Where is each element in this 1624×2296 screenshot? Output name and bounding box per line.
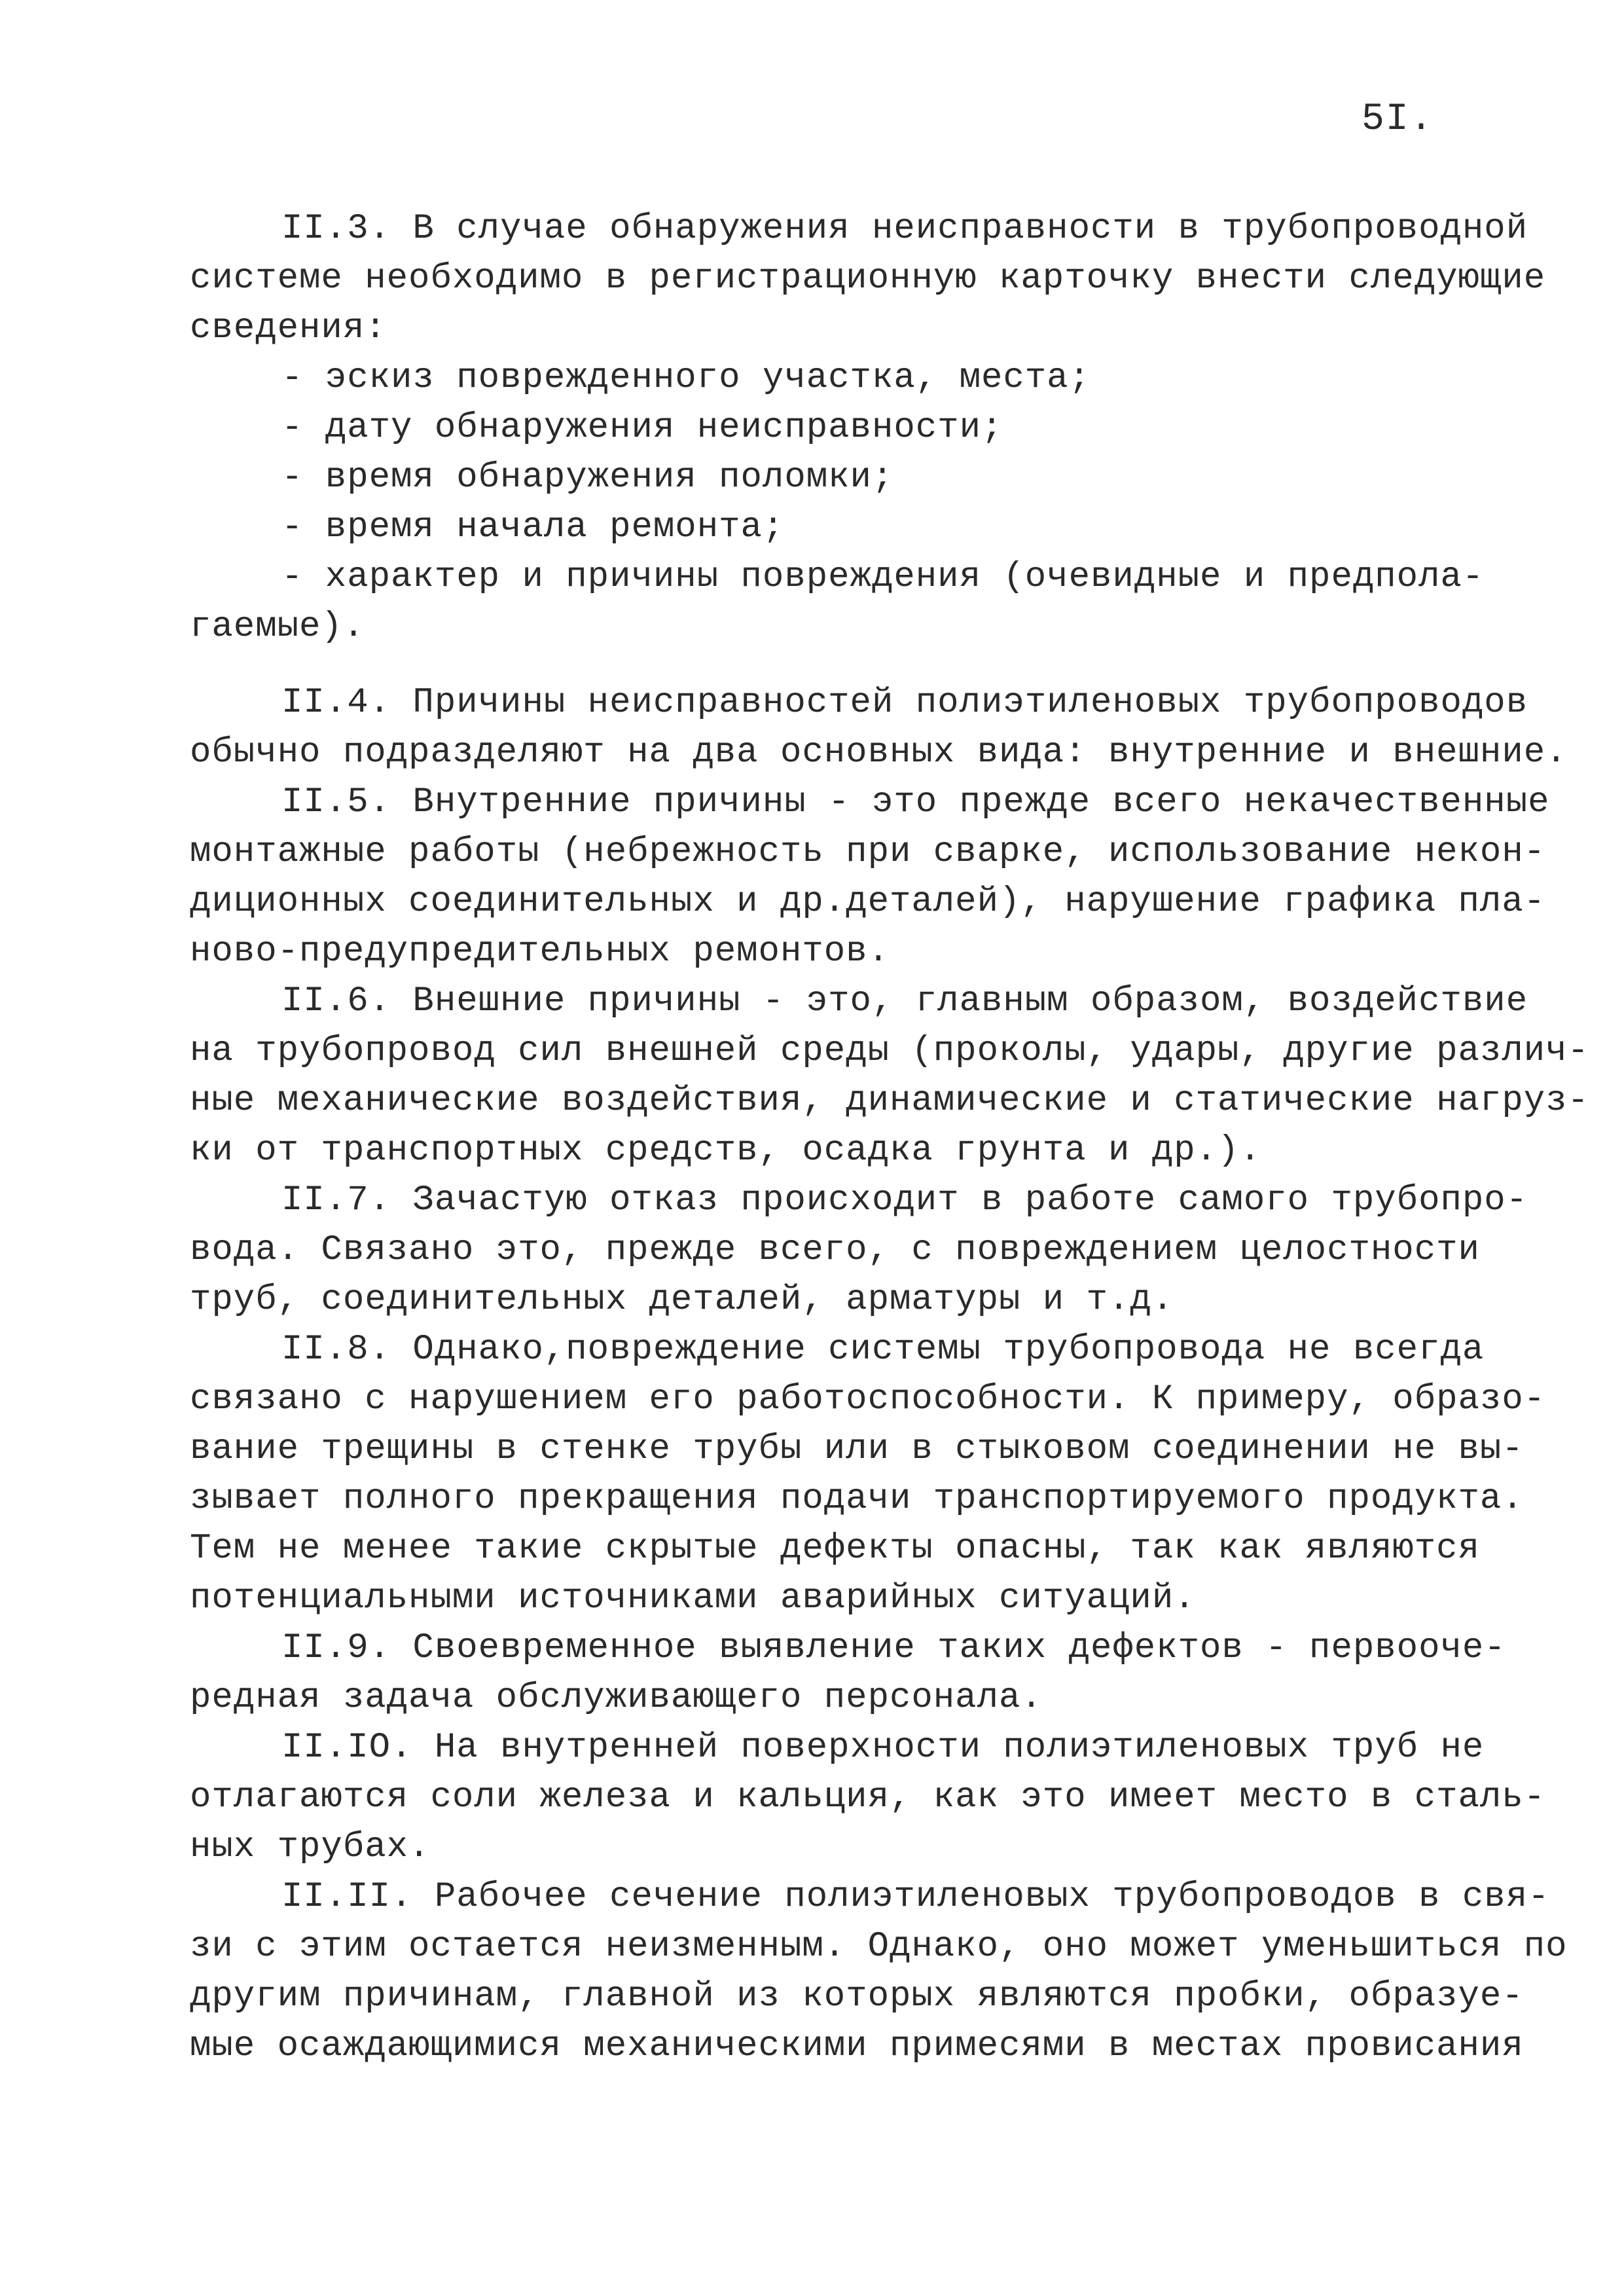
list-item: - дату обнаружения неисправности;: [281, 408, 1003, 448]
text-line: II.3. В случае обнаружения неисправности в трубопроводной: [281, 209, 1528, 249]
list-item: - время начала ремонта;: [281, 507, 785, 547]
text-line: монтажные работы (небрежность при сварке, использование некон-: [190, 832, 1546, 872]
text-line: потенциальными источниками аварийных ситуаций.: [190, 1578, 1196, 1618]
page-number: 5I.: [1362, 98, 1434, 141]
text-line: на трубопровод сил внешней среды (проколы, удары, другие различ-: [190, 1031, 1589, 1071]
text-line: ки от транспортных средств, осадка грунта и др.).: [190, 1131, 1261, 1171]
text-line: другим причинам, главной из которых являются пробки, образуе-: [190, 1977, 1524, 2016]
text-line: отлагаются соли железа и кальция, как это имеет место в сталь-: [190, 1777, 1546, 1817]
text-line: Тем не менее такие скрытые дефекты опасны, так как являются: [190, 1529, 1480, 1569]
text-line: зи с этим остается неизменным. Однако, оно может уменьшиться по: [190, 1927, 1568, 1967]
text-line: вание трещины в стенке трубы или в стыковом соединении не вы-: [190, 1429, 1524, 1469]
text-line: зывает полного прекращения подачи транспортируемого продукта.: [190, 1479, 1524, 1519]
text-line: обычно подразделяют на два основных вида: внутренние и внешние.: [190, 733, 1568, 773]
text-line: сведения:: [190, 308, 387, 348]
text-line: диционных соединительных и др.деталей), нарушение графика пла-: [190, 882, 1546, 922]
text-line: системе необходимо в регистрационную карточку внести следующие: [190, 259, 1546, 299]
text-line: II.II. Рабочее сечение полиэтиленовых трубопроводов в свя-: [281, 1877, 1550, 1917]
body-text: [190, 204, 1589, 2071]
text-line: связано с нарушением его работоспособности. К примеру, образо-: [190, 1379, 1546, 1419]
text-line: II.6. Внешние причины - это, главным образом, воздействие: [281, 981, 1528, 1021]
text-line: II.9. Своевременное выявление таких дефектов - первооче-: [281, 1628, 1506, 1668]
list-item: - эскиз поврежденного участка, места;: [281, 358, 1091, 398]
list-item: - время обнаружения поломки;: [281, 458, 894, 498]
text-line: II.IO. На внутренней поверхности полиэтиленовых труб не: [281, 1728, 1485, 1768]
text-line: II.5. Внутренние причины - это прежде всего некачественные: [281, 782, 1550, 822]
list-item: - характер и причины повреждения (очевидные и предпола-: [281, 557, 1485, 597]
text-line: II.4. Причины неисправностей полиэтиленовых трубопроводов: [281, 683, 1528, 723]
text-line: ных трубах.: [190, 1827, 431, 1867]
text-line: гаемые).: [190, 607, 365, 647]
text-line: вода. Связано это, прежде всего, с повреждением целостности: [190, 1230, 1480, 1270]
text-line: II.7. Зачастую отказ происходит в работе самого трубопро-: [281, 1180, 1528, 1220]
text-line: ново-предупредительных ремонтов.: [190, 932, 890, 972]
paragraph-gap: [190, 652, 1499, 678]
text-line: II.8. Однако,повреждение системы трубопровода не всегда: [281, 1330, 1485, 1370]
text-line: труб, соединительных деталей, арматуры и т.д.: [190, 1280, 1174, 1320]
text-line: мые осаждающимися механическими примесями в местах провисания: [190, 2026, 1524, 2066]
text-line: ные механические воздействия, динамические и статические нагруз-: [190, 1081, 1589, 1121]
text-line: редная задача обслуживающего персонала.: [190, 1678, 1043, 1718]
